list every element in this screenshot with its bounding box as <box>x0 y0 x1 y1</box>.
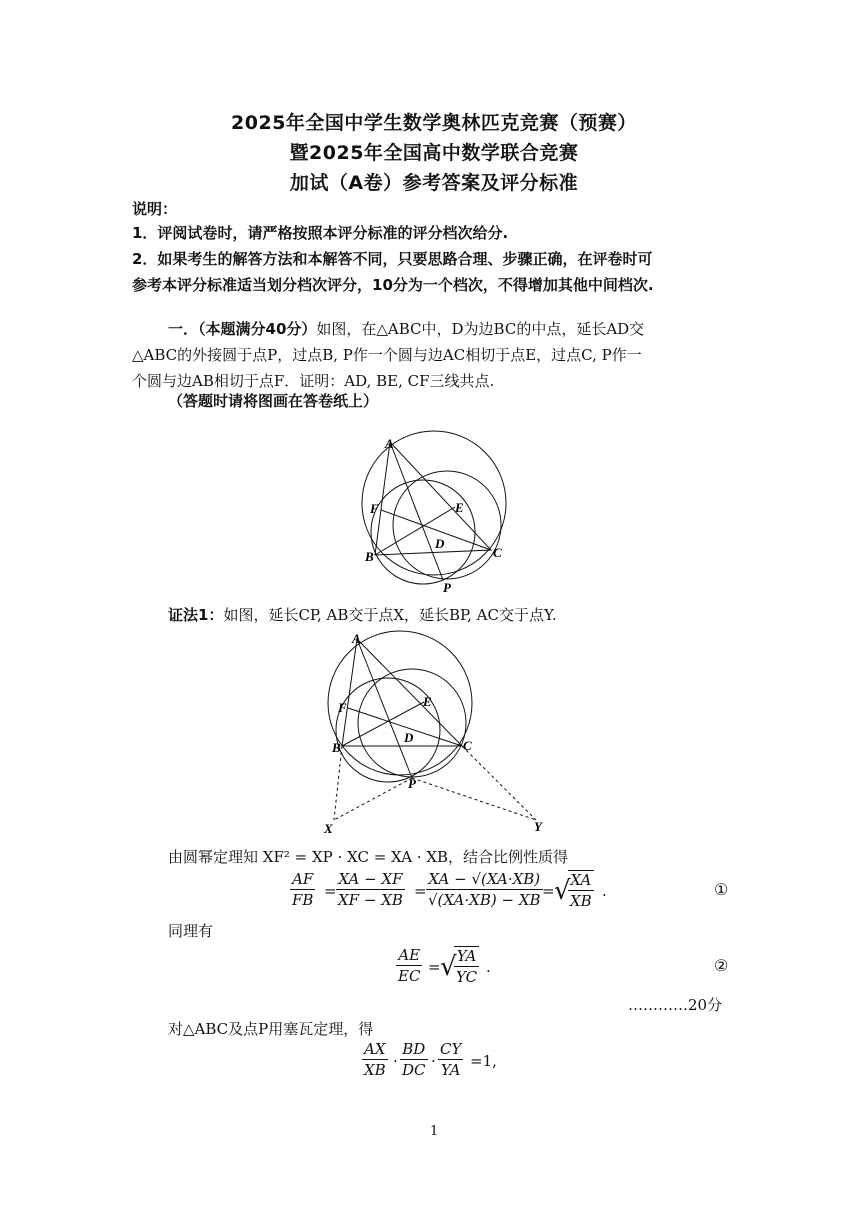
figure-2 <box>320 628 550 838</box>
label-p: P <box>408 776 416 791</box>
eq3-frac3-den: YA <box>440 1061 461 1079</box>
proof-power-line: 由圆幂定理知 XF² = XP · XC = XA · XB，结合比例性质得 <box>168 848 569 866</box>
problem-line3: 个圆与边AB相切于点F．证明：AD, BE, CF三线共点. <box>132 372 495 390</box>
eq2-frac2-den: YC <box>456 968 478 986</box>
eq1-sqrt-symbol: √ <box>554 876 571 906</box>
eq1-frac1-den: FB <box>292 891 314 909</box>
page-number: 1 <box>430 1124 439 1139</box>
label-c: C <box>493 545 502 560</box>
notes-item1: 1．评阅试卷时，请严格按照本评分标准的评分档次给分. <box>132 224 509 242</box>
proof-intro-line <box>168 604 557 625</box>
eq3-frac1 <box>362 1040 388 1079</box>
proof-similarly: 同理有 <box>168 922 214 940</box>
eq2-frac2-num: YA <box>454 947 479 967</box>
eq1-frac3-den: √(XA·XB) − XB <box>428 891 541 909</box>
eq1-equals-2: = <box>414 882 427 900</box>
triangle-abc <box>342 639 462 746</box>
label-b: B <box>332 740 341 755</box>
doc-title-line2: 暨2025年全国高中数学联合竞赛 <box>289 142 579 164</box>
label-d: D <box>435 536 445 551</box>
circumcircle <box>362 431 506 575</box>
proof-label: 证法1： <box>168 606 224 624</box>
eq3-frac1-num: AX <box>362 1040 388 1060</box>
eq2-period: . <box>486 958 491 976</box>
segment-ap <box>357 639 412 778</box>
label-e: E <box>423 694 432 709</box>
doc-title-line1: 2025年全国中学生数学奥林匹克竞赛（预赛） <box>231 112 637 134</box>
eq1-tag: ① <box>714 880 729 899</box>
circle-cpf <box>358 669 466 777</box>
eq1-frac2 <box>336 870 405 909</box>
eq1-frac1 <box>290 870 315 909</box>
figure-2-labels <box>323 631 543 836</box>
doc-title-line3: 加试（A卷）参考答案及评分标准 <box>289 172 579 194</box>
eq1-equals-1: = <box>324 882 337 900</box>
label-a: A <box>385 436 394 451</box>
eq2-frac1-den: EC <box>398 967 421 985</box>
score-20: …………20分 <box>628 996 723 1014</box>
eq3-frac3 <box>438 1040 463 1079</box>
eq1-frac2-num: XA − XF <box>336 870 405 890</box>
segment-ap <box>390 442 443 580</box>
dashed-cy <box>462 746 536 820</box>
eq3-frac2-num: BD <box>400 1040 428 1060</box>
label-b: B <box>365 549 374 564</box>
eq2-sqrt-symbol: √ <box>440 952 457 982</box>
dashed-px <box>334 778 412 820</box>
notes-item2b: 参考本评分标准适当划分档次评分，10分为一个档次，不得增加其他中间档次. <box>132 276 654 294</box>
triangle-abc <box>375 442 491 555</box>
circle-bpe <box>371 480 475 584</box>
label-x: X <box>324 821 333 836</box>
eq3-rhs: =1, <box>470 1052 497 1070</box>
eq1-frac4 <box>568 870 594 910</box>
circumcircle <box>328 631 472 775</box>
eq3-dot-2: · <box>431 1052 436 1070</box>
label-f: F <box>370 501 379 516</box>
eq3-frac1-den: XB <box>364 1061 386 1079</box>
figure-1-labels <box>364 436 502 595</box>
eq2-frac2 <box>454 946 479 986</box>
eq3-frac3-num: CY <box>440 1040 462 1058</box>
label-a: A <box>352 631 361 646</box>
eq2-frac1 <box>396 946 422 985</box>
eq3-frac2 <box>400 1040 428 1079</box>
label-p: P <box>443 580 451 595</box>
label-f: F <box>338 700 347 715</box>
circle-cpf <box>393 471 501 579</box>
problem-text-1: 如图，在△ABC中，D为边BC的中点，延长AD交 <box>316 320 645 338</box>
figure-1 <box>355 430 520 600</box>
eq1-frac4-den: XB <box>570 892 592 910</box>
eq2-frac1-num: AE <box>396 946 422 966</box>
label-d: D <box>404 730 414 745</box>
proof-ceva: 对△ABC及点P用塞瓦定理，得 <box>168 1020 374 1038</box>
problem-note: （答题时请将图画在答卷纸上） <box>168 392 379 410</box>
eq2-equals: = <box>428 958 441 976</box>
eq1-frac2-den: XF − XB <box>338 891 403 909</box>
label-c: C <box>463 738 472 753</box>
problem-line2: △ABC的外接圆于点P，过点B, P作一个圆与边AC相切于点E，过点C, P作一 <box>132 346 642 364</box>
dashed-bx <box>334 746 342 820</box>
eq2-tag: ② <box>714 956 729 975</box>
proof-intro: 如图，延长CP, AB交于点X，延长BP, AC交于点Y. <box>223 606 557 624</box>
eq3-dot-1: · <box>393 1052 398 1070</box>
eq1-frac1-num: AF <box>290 870 315 890</box>
label-y: Y <box>534 819 542 834</box>
eq1-frac4-num: XA <box>568 871 594 891</box>
notes-label: 说明： <box>132 200 178 218</box>
problem-line1 <box>168 318 644 339</box>
dashed-py <box>412 778 536 820</box>
eq3-frac2-den: DC <box>402 1061 426 1079</box>
eq1-frac3-num: XA − √(XA·XB) <box>426 870 543 890</box>
eq1-equals-3: = <box>542 882 555 900</box>
problem-number: 一．（本题满分40分） <box>168 320 317 338</box>
eq1-frac3 <box>426 870 543 909</box>
notes-item2a: 2．如果考生的解答方法和本解答不同，只要思路合理、步骤正确，在评卷时可 <box>132 250 653 268</box>
eq1-period: . <box>602 882 607 900</box>
label-e: E <box>455 500 464 515</box>
